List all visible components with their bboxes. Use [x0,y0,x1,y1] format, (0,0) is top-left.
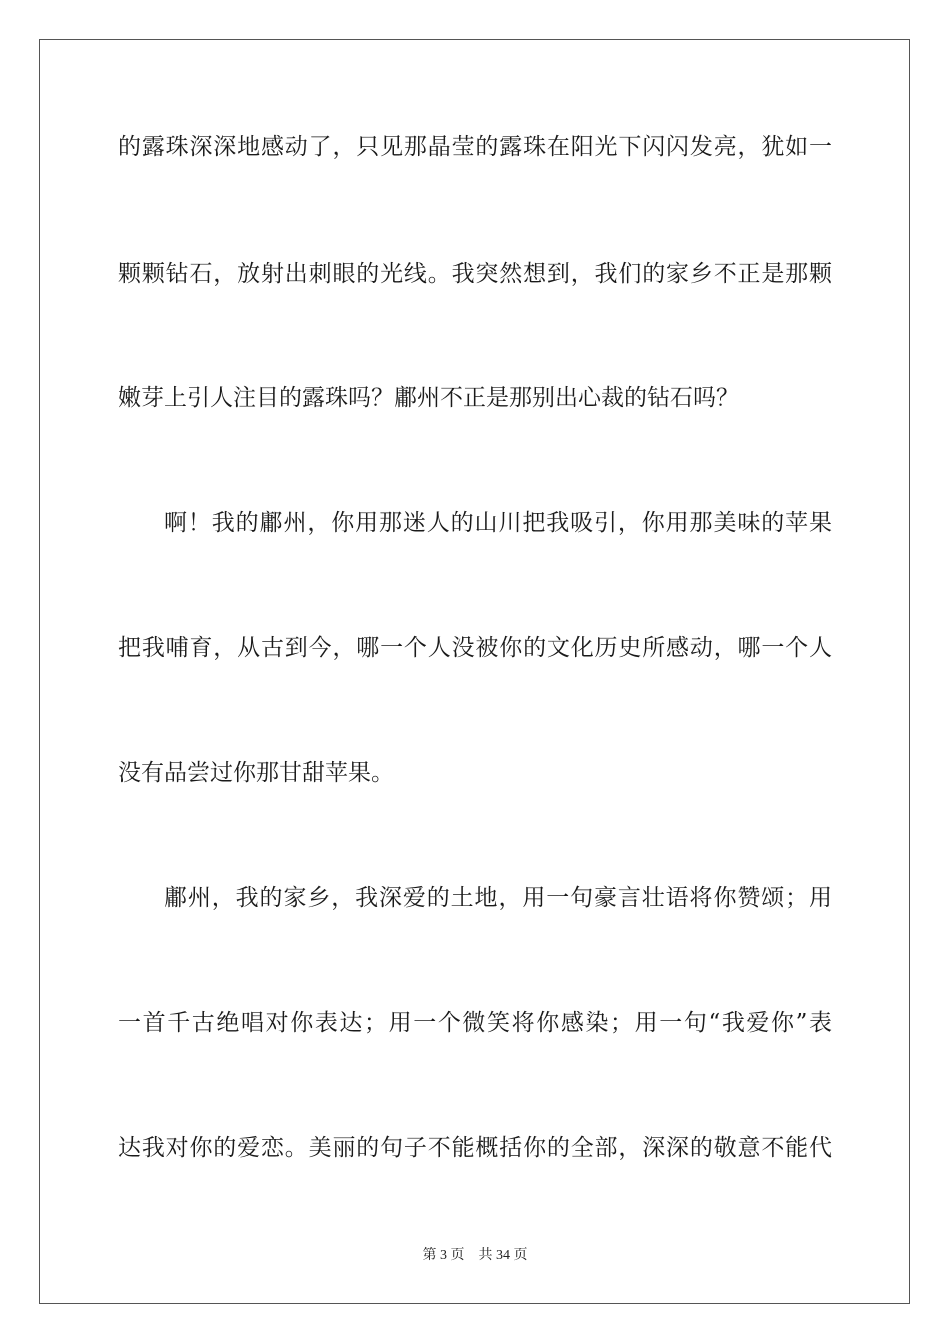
page-footer [0,1247,950,1265]
text-line-4: 啊！我的鄘州，你用那迷人的山川把我吸引，你用那美味的苹果 [164,510,832,536]
text-line-6: 没有品尝过你那甘甜苹果。 [118,760,394,786]
page-border [39,39,910,1304]
text-line-2: 颗颗钻石，放射出刺眼的光线。我突然想到，我们的家乡不正是那颗 [118,261,832,287]
text-line-1: 的露珠深深地感动了，只见那晶莹的露珠在阳光下闪闪发亮，犹如一 [118,134,832,160]
total-pages: 共 34 页 [478,1248,528,1263]
text-line-7: 鄘州，我的家乡，我深爱的土地，用一句豪言壮语将你赞颂；用 [164,885,832,911]
page-number: 第 3 页 [422,1248,465,1263]
text-line-8: 一首千古绝唱对你表达；用一个微笑将你感染；用一句“我爱你”表 [118,1010,832,1036]
text-line-9: 达我对你的爱恋。美丽的句子不能概括你的全部，深深的敬意不能代 [118,1135,832,1161]
text-line-5: 把我哺育，从古到今，哪一个人没被你的文化历史所感动，哪一个人 [118,635,832,661]
text-line-3: 嫩芽上引人注目的露珠吗？鄘州不正是那别出心裁的钻石吗？ [118,385,739,411]
